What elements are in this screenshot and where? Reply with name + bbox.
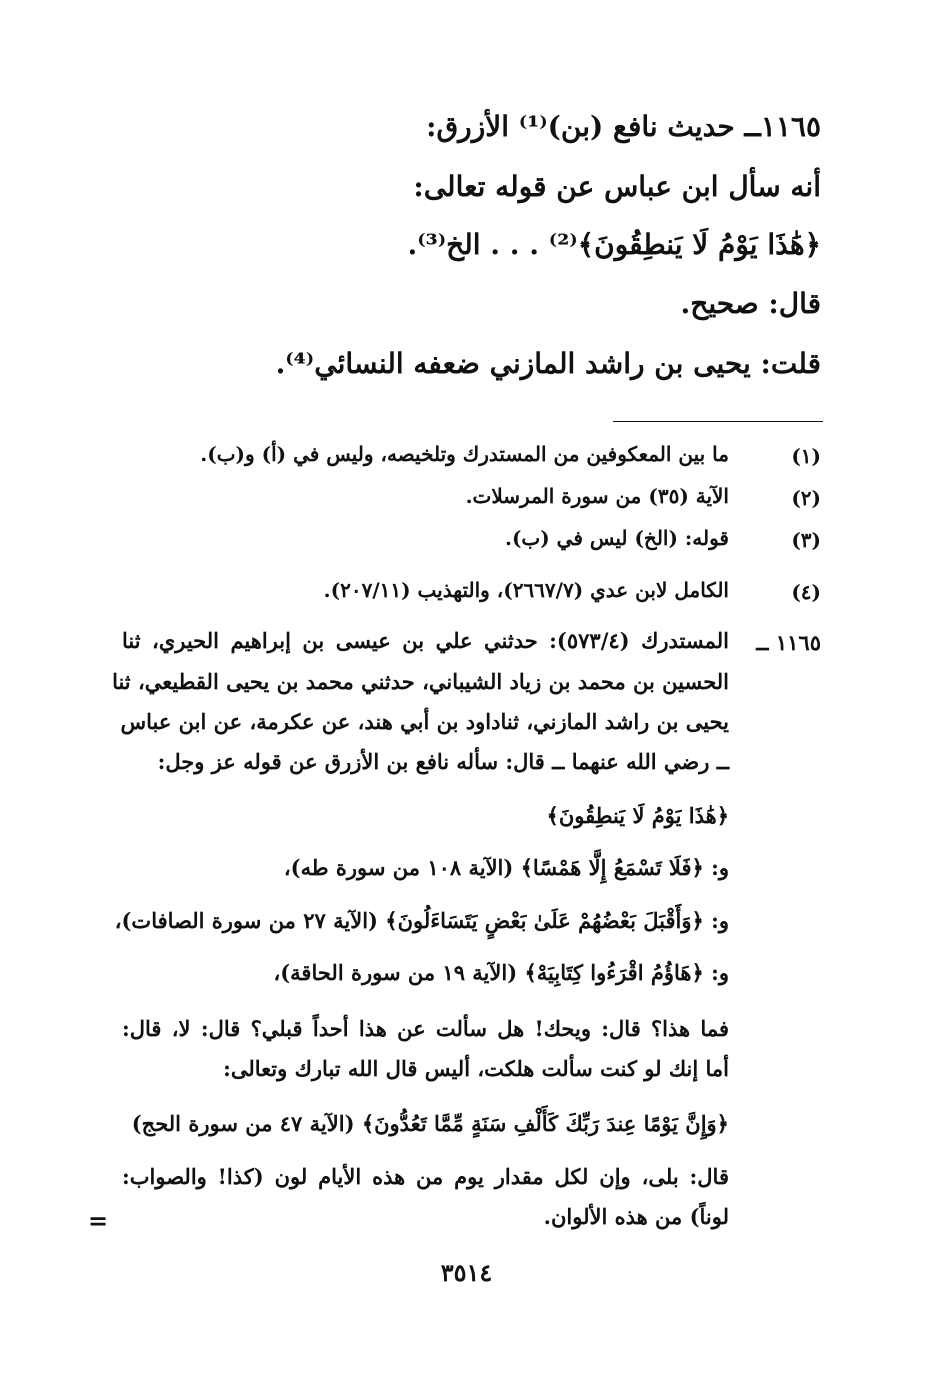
note-line: و: ﴿هَاؤُمُ اقْرَءُوا كِتَابِيَهْ﴾ (الآية ١٩ من سورة الحاقة)، bbox=[273, 960, 729, 985]
note-line: و: ﴿فَلَا تَسْمَعُ إِلَّا هَمْسًا﴾ (الآية ١٠٨ من سورة طه)، bbox=[283, 855, 729, 880]
main-line: أنه سأل ابن عباس عن قوله تعالى: bbox=[413, 170, 821, 203]
note-line: و: ﴿وَأَقْبَلَ بَعْضُهُمْ عَلَىٰ بَعْضٍ يَتَسَاءَلُونَ﴾ (الآية ٢٧ من سورة الصافات)، bbox=[114, 908, 729, 933]
note-line: قال: بلى، وإن لكل مقدار يوم من هذه الأيام لون (كذا! والصواب: bbox=[122, 1164, 729, 1189]
footnote-text: قوله: (الخ) ليس في (ب). bbox=[504, 526, 729, 550]
footnote-text: الكامل لابن عدي (٢٦٦٧/٧)، والتهذيب (٢٠٧/١١). bbox=[323, 578, 729, 602]
note-line: يحيى بن راشد المازني، ثناداود بن أبي هند، عن عكرمة، عن ابن عباس bbox=[120, 709, 729, 734]
note-line: فما هذا؟ قال: ويحك! هل سألت عن هذا أحداً قبلي؟ قال: لا، قال: bbox=[122, 1016, 729, 1041]
footnote-number: (٣) bbox=[791, 528, 821, 552]
note-line: الحسين بن محمد بن زياد الشيباني، حدثني محمد بن يحيى القطيعي، ثنا bbox=[112, 669, 729, 694]
entry-heading: ١١٦٥ــ حديث نافع (بن)⁽¹⁾ الأزرق: bbox=[426, 110, 821, 143]
footnote-text: ما بين المعكوفين من المستدرك وتلخيصه، وليس في (أ) و(ب). bbox=[200, 442, 729, 466]
note-line: ﴿وَإِنَّ يَوْمًا عِندَ رَبِّكَ كَأَلْفِ سَنَةٍ مِّمَّا تَعُدُّونَ﴾ (الآية ٤٧ من سورة الحج) bbox=[131, 1111, 729, 1136]
note-line: ﴿هَٰذَا يَوْمُ لَا يَنطِقُونَ﴾ bbox=[546, 803, 729, 828]
footnote-divider bbox=[613, 421, 823, 422]
note-line: المستدرك (٥٧٣/٤): حدثني علي بن عيسى بن إبراهيم الحيري، ثنا bbox=[122, 628, 729, 653]
note-line: لوناً) من هذه الألوان. bbox=[543, 1204, 729, 1229]
note-line: ــ رضي الله عنهما ــ قال: سأله نافع بن الأزرق عن قوله عز وجل: bbox=[157, 749, 729, 774]
continuation-mark: = bbox=[88, 1206, 109, 1235]
note-line: أما إنك لو كنت سألت هلكت، أليس قال الله تبارك وتعالى: bbox=[223, 1056, 729, 1081]
note-number: ١١٦٥ ــ bbox=[756, 630, 821, 655]
main-line: ﴿هَٰذَا يَوْمُ لَا يَنطِقُونَ﴾⁽²⁾ . . . الخ⁽³⁾. bbox=[407, 228, 821, 261]
main-line: قال: صحيح. bbox=[680, 287, 821, 320]
footnote-number: (٢) bbox=[791, 486, 821, 510]
footnote-number: (٤) bbox=[791, 580, 821, 604]
page-number: ٣٥١٤ bbox=[440, 1258, 493, 1287]
main-line: قلت: يحيى بن راشد المازني ضعفه النسائي⁽⁴⁾. bbox=[275, 347, 821, 380]
footnote-text: الآية (٣٥) من سورة المرسلات. bbox=[465, 484, 729, 508]
footnote-number: (١) bbox=[791, 444, 821, 468]
